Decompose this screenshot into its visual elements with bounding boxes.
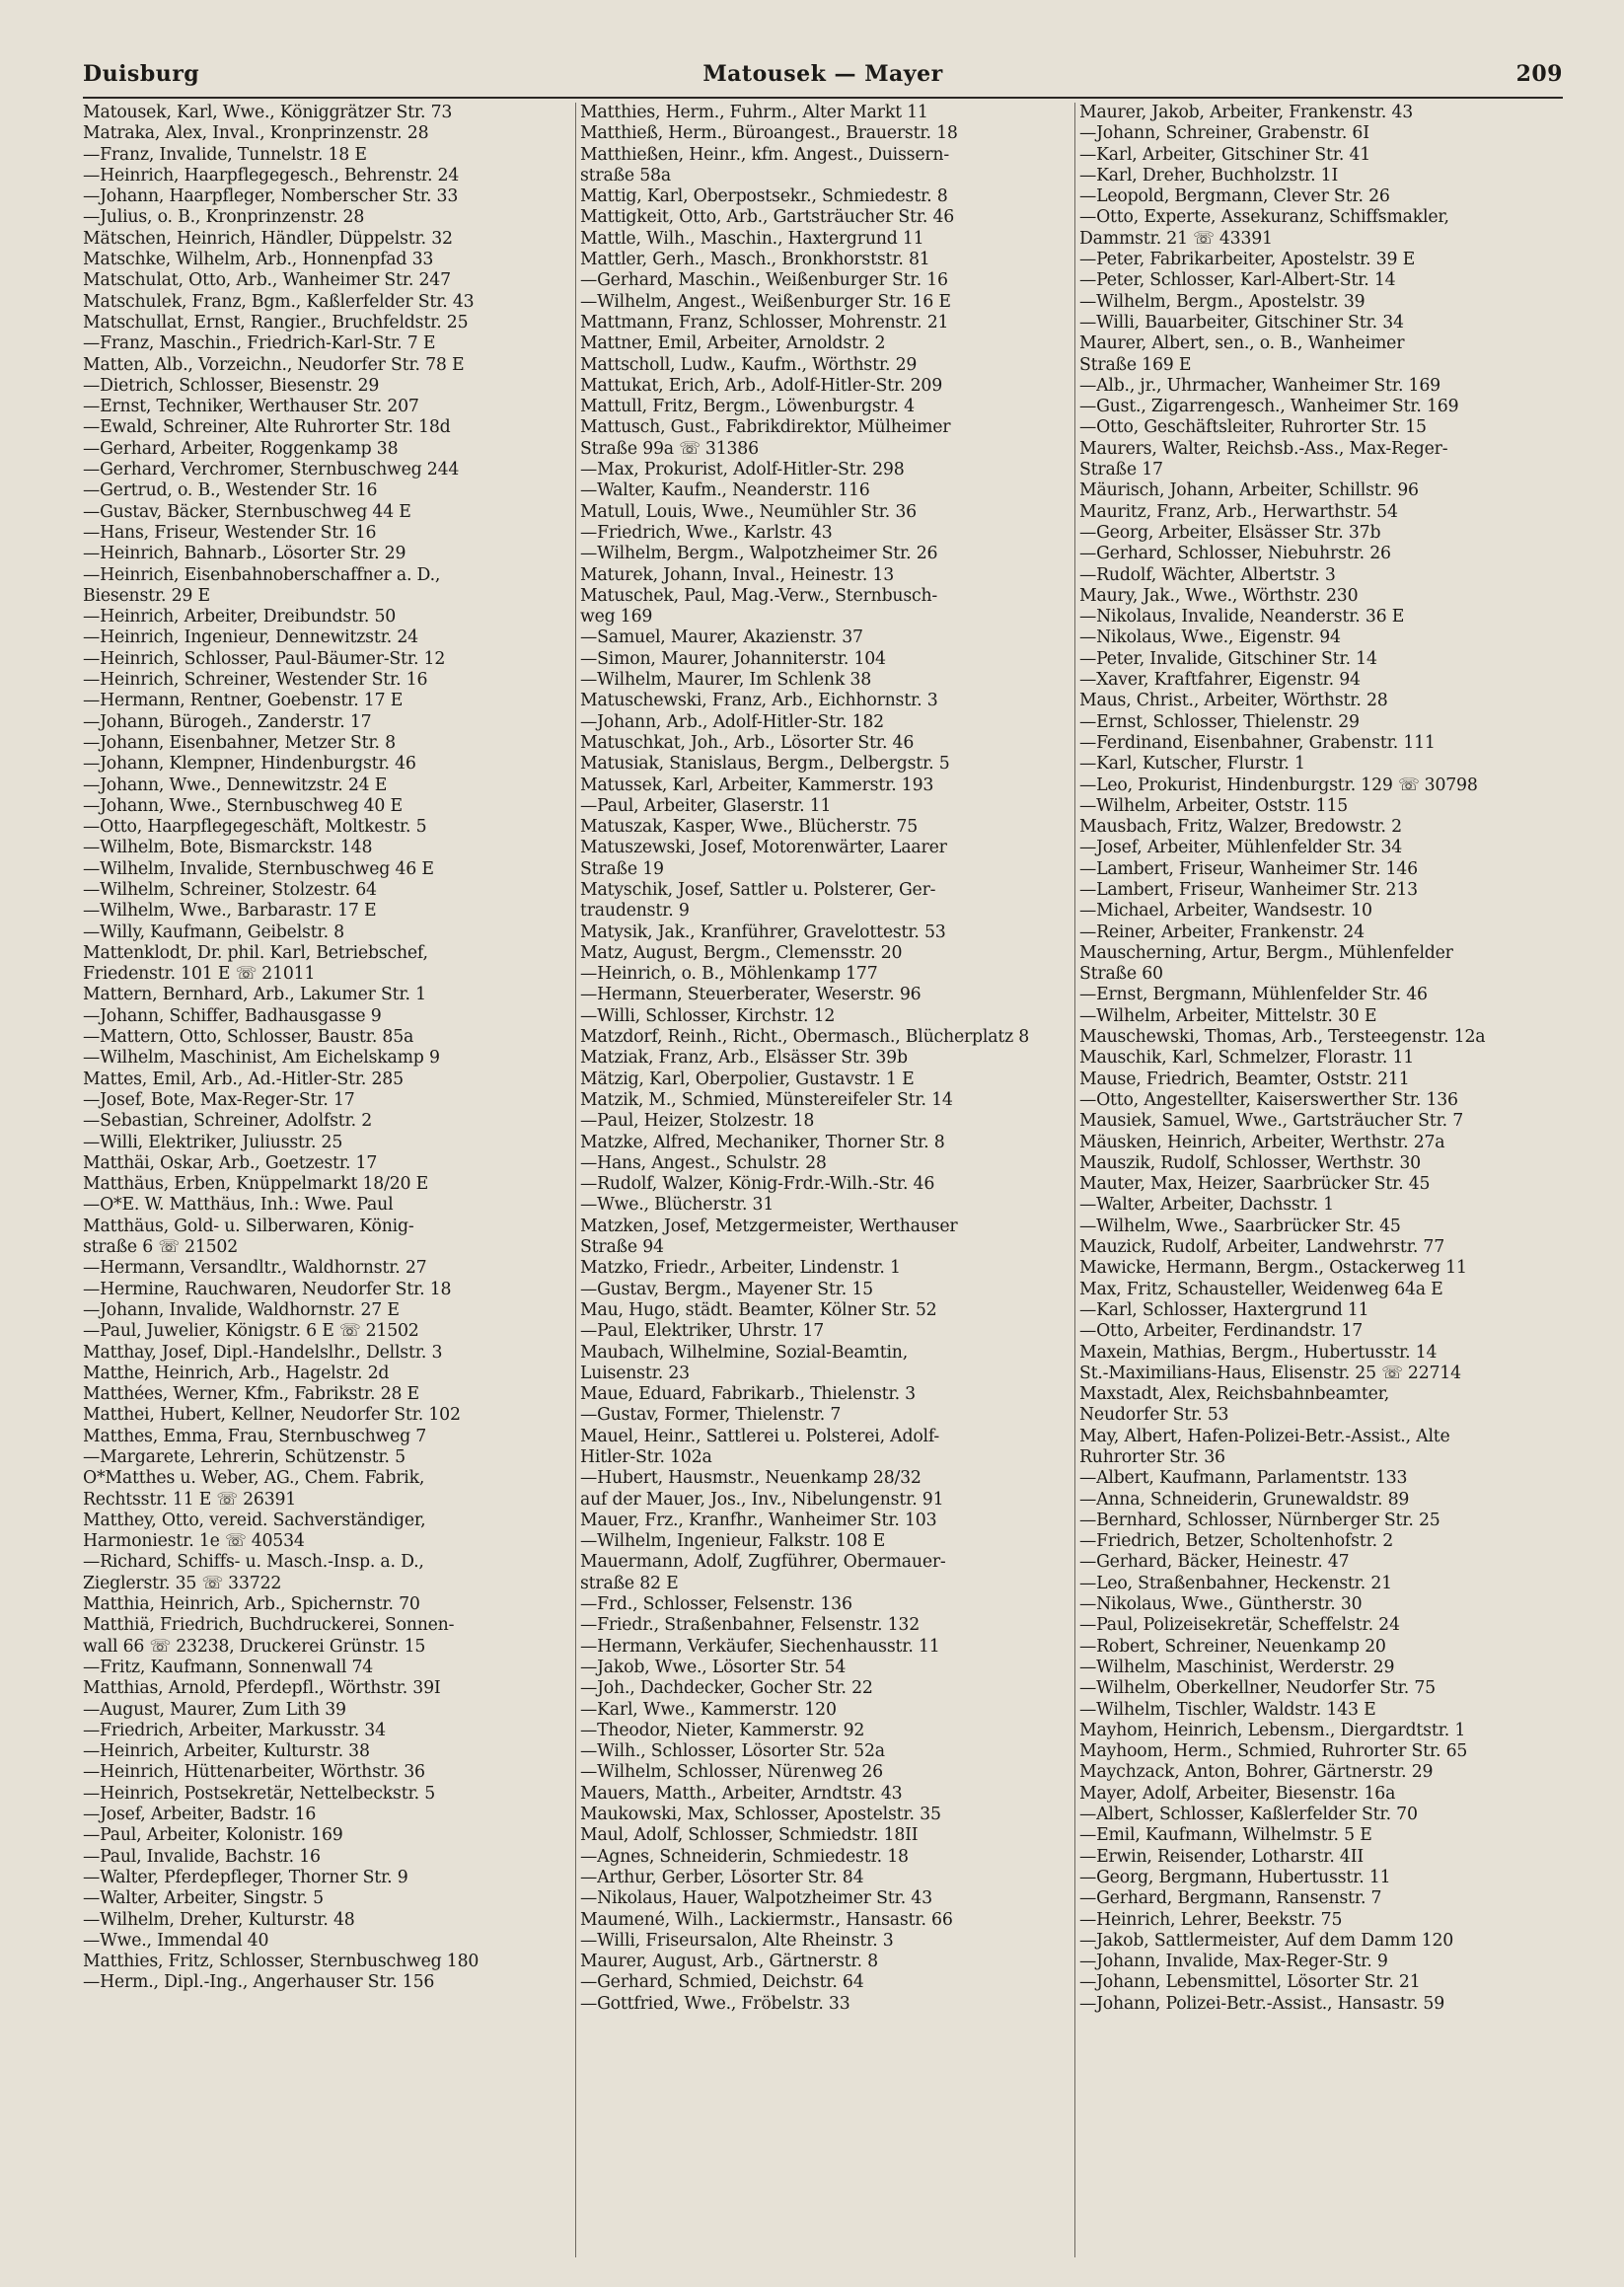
directory-column-3 [1079, 103, 1569, 2263]
directory-entry: —Leopold, Bergmann, Clever Str. 26 [1079, 186, 1390, 207]
directory-entry: straße 6 ☏ 21502 [83, 1237, 239, 1258]
directory-entry: straße 58a [580, 165, 671, 185]
directory-entry: Matthey, Otto, vereid. Sachverständiger, [83, 1510, 426, 1530]
directory-entry: —Ernst, Schlosser, Thielenstr. 29 [1079, 711, 1360, 732]
directory-entry: Matzke, Alfred, Mechaniker, Thorner Str. 8 [580, 1132, 945, 1152]
directory-entry: —Mattern, Otto, Schlosser, Baustr. 85a [83, 1027, 414, 1048]
directory-entry: —Ernst, Bergmann, Mühlenfelder Str. 46 [1079, 985, 1428, 1005]
directory-entry: Matschulat, Otto, Arb., Wanheimer Str. 247 [83, 270, 451, 291]
directory-entry: Neudorfer Str. 53 [1079, 1405, 1229, 1426]
directory-entry: Mattusch, Gust., Fabrikdirektor, Mülheimer [580, 417, 951, 438]
header-city: Duisburg [83, 61, 200, 87]
directory-entry: —Fritz, Kaufmann, Sonnenwall 74 [83, 1657, 374, 1677]
directory-entry: Maumené, Wilh., Lackiermstr., Hansastr. 66 [580, 1909, 953, 1930]
directory-entry: —Friedrich, Betzer, Scholtenhofstr. 2 [1079, 1531, 1394, 1552]
directory-entry: Maurer, Jakob, Arbeiter, Frankenstr. 43 [1079, 103, 1414, 122]
directory-entry: —Johann, Klempner, Hindenburgstr. 46 [83, 754, 416, 775]
directory-entry: —Paul, Arbeiter, Glaserstr. 11 [580, 795, 832, 816]
directory-entry: Mauter, Max, Heizer, Saarbrücker Str. 45 [1079, 1174, 1431, 1195]
directory-entry: St.-Maximilians-Haus, Elisenstr. 25 ☏ 22714 [1079, 1363, 1461, 1383]
directory-entry: Mattenklodt, Dr. phil. Karl, Betriebschef, [83, 942, 428, 963]
directory-entry: traudenstr. 9 [580, 901, 690, 922]
directory-entry: —Paul, Juwelier, Königstr. 6 E ☏ 21502 [83, 1321, 419, 1342]
directory-entry: Matthiä, Friedrich, Buchdruckerei, Sonnen- [83, 1615, 455, 1636]
directory-entry: Straße 169 E [1079, 354, 1192, 375]
directory-entry: —Karl, Schlosser, Haxtergrund 11 [1079, 1299, 1369, 1320]
directory-entry: Ruhrorter Str. 36 [1079, 1447, 1225, 1467]
directory-entry: —Alb., jr., Uhrmacher, Wanheimer Str. 169 [1079, 375, 1440, 396]
directory-entry: weg 169 [580, 607, 653, 627]
directory-entry: —Heinrich, Arbeiter, Kulturstr. 38 [83, 1741, 370, 1762]
column-divider [575, 103, 576, 2257]
directory-entry: —Paul, Polizeisekretär, Scheffelstr. 24 [1079, 1615, 1400, 1636]
directory-entry: Maus, Christ., Arbeiter, Wörthstr. 28 [1079, 691, 1388, 711]
directory-entry: Mauritz, Franz, Arb., Herwarthstr. 54 [1079, 501, 1398, 522]
header-name-range: Matousek — Mayer [702, 61, 943, 87]
directory-entry: —Theodor, Nieter, Kammerstr. 92 [580, 1720, 865, 1740]
directory-entry: —Friedrich, Arbeiter, Markusstr. 34 [83, 1720, 386, 1740]
directory-entry: —Willi, Schlosser, Kirchstr. 12 [580, 1005, 836, 1026]
directory-entry: —Herm., Dipl.-Ing., Angerhauser Str. 156 [83, 1972, 435, 1993]
directory-entry: Straße 60 [1079, 964, 1163, 985]
directory-entry: —Nikolaus, Hauer, Walpotzheimer Str. 43 [580, 1888, 932, 1909]
directory-entry: —Heinrich, Hüttenarbeiter, Wörthstr. 36 [83, 1762, 425, 1783]
directory-entry: —Wwe., Immendal 40 [83, 1930, 269, 1951]
directory-entry: Matz, August, Bergm., Clemensstr. 20 [580, 942, 903, 963]
directory-entry: —Max, Prokurist, Adolf-Hitler-Str. 298 [580, 460, 905, 480]
directory-entry: Mattner, Emil, Arbeiter, Arnoldstr. 2 [580, 333, 886, 354]
directory-entry: —Gerhard, Maschin., Weißenburger Str. 16 [580, 270, 948, 291]
directory-entry: —Heinrich, Haarpflegegesch., Behrenstr. 24 [83, 165, 460, 185]
directory-entry: —Paul, Elektriker, Uhrstr. 17 [580, 1321, 825, 1342]
directory-entry: —Josef, Bote, Max-Reger-Str. 17 [83, 1089, 355, 1110]
directory-column-2 [580, 103, 1070, 2263]
directory-entry: —Hans, Angest., Schulstr. 28 [580, 1152, 827, 1173]
directory-entry: —Wilhelm, Arbeiter, Mittelstr. 30 E [1079, 1005, 1377, 1026]
directory-entry: Matthia, Heinrich, Arb., Spichernstr. 70 [83, 1594, 420, 1615]
directory-entry: —Peter, Fabrikarbeiter, Apostelstr. 39 E [1079, 250, 1415, 270]
directory-entry: auf der Mauer, Jos., Inv., Nibelungenstr. 91 [580, 1489, 944, 1510]
directory-entry: —Reiner, Arbeiter, Frankenstr. 24 [1079, 922, 1365, 942]
directory-entry: Maukowski, Max, Schlosser, Apostelstr. 35 [580, 1805, 941, 1825]
directory-entry: Mauer, Frz., Kranfhr., Wanheimer Str. 103 [580, 1510, 937, 1530]
directory-entry: Matussek, Karl, Arbeiter, Kammerstr. 193 [580, 775, 934, 795]
directory-entry: —Wilhelm, Ingenieur, Falkstr. 108 E [580, 1531, 886, 1552]
directory-entry: Matschulek, Franz, Bgm., Kaßlerfelder Str. 43 [83, 291, 475, 312]
directory-entry: —Gertrud, o. B., Westender Str. 16 [83, 480, 378, 501]
directory-entry: —Frd., Schlosser, Felsenstr. 136 [580, 1594, 852, 1615]
directory-entry: —Heinrich, Schlosser, Paul-Bäumer-Str. 12 [83, 648, 446, 669]
directory-entry: Mattler, Gerh., Masch., Bronkhorststr. 81 [580, 250, 930, 270]
directory-entry: Straße 94 [580, 1237, 664, 1258]
directory-entry: —Friedrich, Wwe., Karlstr. 43 [580, 522, 833, 543]
directory-entry: —Karl, Kutscher, Flurstr. 1 [1079, 754, 1305, 775]
directory-entry: Matuschkat, Joh., Arb., Lösorter Str. 46 [580, 732, 915, 753]
directory-entry: —Johann, Invalide, Waldhornstr. 27 E [83, 1299, 400, 1320]
directory-entry: Matousek, Karl, Wwe., Königgrätzer Str. 73 [83, 103, 453, 122]
directory-entry: Maue, Eduard, Fabrikarb., Thielenstr. 3 [580, 1384, 916, 1405]
directory-entry: Mattmann, Franz, Schlosser, Mohrenstr. 21 [580, 312, 949, 332]
directory-entry: —Lambert, Friseur, Wanheimer Str. 146 [1079, 858, 1418, 879]
directory-entry: —Karl, Arbeiter, Gitschiner Str. 41 [1079, 144, 1371, 165]
directory-entry: —Nikolaus, Wwe., Güntherstr. 30 [1079, 1594, 1363, 1615]
directory-entry: Mau, Hugo, städt. Beamter, Kölner Str. 52 [580, 1299, 937, 1320]
directory-entry: —Otto, Angestellter, Kaiserswerther Str. 136 [1079, 1089, 1458, 1110]
directory-entry: —Walter, Kaufm., Neanderstr. 116 [580, 480, 870, 501]
directory-entry: Mattscholl, Ludw., Kaufm., Wörthstr. 29 [580, 354, 918, 375]
directory-entry: —O*E. W. Matthäus, Inh.: Wwe. Paul [83, 1195, 394, 1216]
directory-entry: —Hermann, Verkäufer, Siechenhausstr. 11 [580, 1636, 940, 1657]
directory-entry: Matusiak, Stanislaus, Bergm., Delbergstr. 5 [580, 754, 950, 775]
directory-entry: —Heinrich, o. B., Möhlenkamp 177 [580, 964, 878, 985]
directory-entry: —Leo, Straßenbahner, Heckenstr. 21 [1079, 1573, 1392, 1593]
directory-entry: —Margarete, Lehrerin, Schützenstr. 5 [83, 1447, 406, 1467]
directory-entry: —August, Maurer, Zum Lith 39 [83, 1699, 346, 1720]
directory-entry: Matschke, Wilhelm, Arb., Honnenpfad 33 [83, 250, 434, 270]
directory-entry: Mäusken, Heinrich, Arbeiter, Werthstr. 27a [1079, 1132, 1445, 1152]
directory-entry: —Willi, Elektriker, Juliusstr. 25 [83, 1132, 343, 1152]
directory-entry: Matuschewski, Franz, Arb., Eichhornstr. 3 [580, 691, 938, 711]
directory-entry: —Johann, Haarpfleger, Nomberscher Str. 33 [83, 186, 459, 207]
directory-entry: —Rudolf, Wächter, Albertstr. 3 [1079, 564, 1336, 585]
directory-entry: Mattes, Emil, Arb., Ad.-Hitler-Str. 285 [83, 1069, 404, 1089]
directory-entry: —Heinrich, Postsekretär, Nettelbeckstr. 5 [83, 1783, 435, 1804]
directory-entry: Mauel, Heinr., Sattlerei u. Polsterei, Adolf- [580, 1426, 940, 1446]
directory-entry: —Samuel, Maurer, Akazienstr. 37 [580, 627, 863, 648]
directory-entry: Matthei, Hubert, Kellner, Neudorfer Str. 102 [83, 1405, 461, 1426]
directory-entry: —Johann, Lebensmittel, Lösorter Str. 21 [1079, 1972, 1421, 1993]
directory-entry: —Johann, Wwe., Dennewitzstr. 24 E [83, 775, 388, 795]
directory-entry: —Paul, Heizer, Stolzestr. 18 [580, 1111, 815, 1132]
directory-entry: —Josef, Arbeiter, Mühlenfelder Str. 34 [1079, 838, 1403, 858]
directory-entry: —Lambert, Friseur, Wanheimer Str. 213 [1079, 879, 1418, 900]
directory-entry: —Paul, Arbeiter, Kolonistr. 169 [83, 1825, 343, 1846]
directory-entry: —Agnes, Schneiderin, Schmiedestr. 18 [580, 1846, 909, 1867]
directory-entry: Matten, Alb., Vorzeichn., Neudorfer Str. 78 E [83, 354, 465, 375]
directory-entry: Mauzick, Rudolf, Arbeiter, Landwehrstr. 77 [1079, 1237, 1445, 1258]
directory-entry: Mäurisch, Johann, Arbeiter, Schillstr. 96 [1079, 480, 1419, 501]
directory-entry: —Xaver, Kraftfahrer, Eigenstr. 94 [1079, 670, 1361, 691]
directory-entry: Straße 17 [1079, 460, 1163, 480]
directory-entry: —Wilhelm, Maurer, Im Schlenk 38 [580, 670, 872, 691]
directory-entry: —Willi, Bauarbeiter, Gitschiner Str. 34 [1079, 312, 1404, 332]
directory-entry: Maurer, August, Arb., Gärtnerstr. 8 [580, 1952, 878, 1972]
directory-entry: Matraka, Alex, Inval., Kronprinzenstr. 28 [83, 123, 429, 144]
directory-entry: —Wilhelm, Schlosser, Nürenweg 26 [580, 1762, 883, 1783]
directory-entry: Matzken, Josef, Metzgermeister, Werthauser [580, 1216, 958, 1236]
directory-entry: —Jakob, Sattlermeister, Auf dem Damm 120 [1079, 1930, 1454, 1951]
directory-entry: —Nikolaus, Wwe., Eigenstr. 94 [1079, 627, 1341, 648]
directory-entry: —Walter, Arbeiter, Singstr. 5 [83, 1888, 324, 1909]
directory-entry: —Heinrich, Ingenieur, Dennewitzstr. 24 [83, 627, 418, 648]
directory-entry: —Rudolf, Walzer, König-Frdr.-Wilh.-Str. 46 [580, 1174, 935, 1195]
directory-entry: Maury, Jak., Wwe., Wörthstr. 230 [1079, 585, 1359, 606]
directory-entry: Matzko, Friedr., Arbeiter, Lindenstr. 1 [580, 1258, 901, 1279]
directory-entry: —Johann, Schreiner, Grabenstr. 6I [1079, 123, 1369, 144]
directory-entry: —Ewald, Schreiner, Alte Ruhrorter Str. 18d [83, 417, 451, 438]
directory-entry: —Wilhelm, Tischler, Waldstr. 143 E [1079, 1699, 1376, 1720]
directory-entry: —Hans, Friseur, Westender Str. 16 [83, 522, 377, 543]
directory-entry: Matthäi, Oskar, Arb., Goetzestr. 17 [83, 1152, 378, 1173]
directory-entry: Mätzig, Karl, Oberpolier, Gustavstr. 1 E [580, 1069, 915, 1089]
directory-entry: —Dietrich, Schlosser, Biesenstr. 29 [83, 375, 380, 396]
directory-entry: Mattle, Wilh., Maschin., Haxtergrund 11 [580, 228, 924, 249]
directory-entry: Matuszak, Kasper, Wwe., Blücherstr. 75 [580, 817, 918, 838]
directory-entry: Hitler-Str. 102a [580, 1447, 712, 1467]
directory-entry: Mattern, Bernhard, Arb., Lakumer Str. 1 [83, 985, 426, 1005]
directory-entry: —Gust., Zigarrengesch., Wanheimer Str. 169 [1079, 397, 1459, 417]
directory-entry: —Hermann, Steuerberater, Weserstr. 96 [580, 985, 922, 1005]
page-number: 209 [1515, 61, 1563, 87]
directory-entry: —Ferdinand, Eisenbahner, Grabenstr. 111 [1079, 732, 1436, 753]
directory-entry: —Gustav, Bäcker, Sternbuschweg 44 E [83, 501, 411, 522]
directory-entry: Matysik, Jak., Kranführer, Gravelottestr. 53 [580, 922, 946, 942]
directory-entry: —Heinrich, Lehrer, Beekstr. 75 [1079, 1909, 1343, 1930]
directory-entry: Mauschik, Karl, Schmelzer, Florastr. 11 [1079, 1048, 1415, 1069]
directory-entry: Rechtsstr. 11 E ☏ 26391 [83, 1489, 297, 1510]
directory-entry: —Johann, Schiffer, Badhausgasse 9 [83, 1005, 382, 1026]
directory-entry: —Wilhelm, Maschinist, Am Eichelskamp 9 [83, 1048, 440, 1069]
directory-entry: —Hermann, Versandltr., Waldhornstr. 27 [83, 1258, 427, 1279]
directory-entry: —Wilhelm, Maschinist, Werderstr. 29 [1079, 1657, 1395, 1677]
directory-entry: —Johann, Eisenbahner, Metzer Str. 8 [83, 732, 396, 753]
directory-entry: —Wilhelm, Bergm., Apostelstr. 39 [1079, 291, 1366, 312]
directory-entry: —Wilhelm, Arbeiter, Oststr. 115 [1079, 795, 1349, 816]
directory-entry: May, Albert, Hafen-Polizei-Betr.-Assist., Alte [1079, 1426, 1450, 1446]
directory-entry: Matzik, M., Schmied, Münstereifeler Str. 14 [580, 1089, 953, 1110]
directory-entry: —Wilhelm, Bote, Bismarckstr. 148 [83, 838, 373, 858]
directory-entry: —Walter, Pferdepfleger, Thorner Str. 9 [83, 1867, 408, 1887]
directory-column-1 [83, 103, 572, 2263]
directory-entry: —Gottfried, Wwe., Fröbelstr. 33 [580, 1993, 850, 2014]
directory-entry: —Richard, Schiffs- u. Masch.-Insp. a. D., [83, 1552, 424, 1573]
directory-entry: Matthäus, Gold- u. Silberwaren, König- [83, 1216, 414, 1236]
directory-entry: —Ernst, Techniker, Werthauser Str. 207 [83, 397, 419, 417]
directory-entry: —Karl, Wwe., Kammerstr. 120 [580, 1699, 837, 1720]
directory-entry: Mayhoom, Herm., Schmied, Ruhrorter Str. 65 [1079, 1741, 1468, 1762]
directory-entry: —Georg, Bergmann, Hubertusstr. 11 [1079, 1867, 1391, 1887]
directory-entry: Matthe, Heinrich, Arb., Hagelstr. 2d [83, 1363, 390, 1383]
directory-entry: Maxein, Mathias, Bergm., Hubertusstr. 14 [1079, 1342, 1438, 1363]
directory-entry: —Gustav, Bergm., Mayener Str. 15 [580, 1279, 873, 1299]
directory-entry: —Gerhard, Bäcker, Heinestr. 47 [1079, 1552, 1350, 1573]
directory-entry: —Heinrich, Schreiner, Westender Str. 16 [83, 670, 428, 691]
directory-entry: —Hubert, Hausmstr., Neuenkamp 28/32 [580, 1468, 922, 1489]
directory-entry: Matuszewski, Josef, Motorenwärter, Laarer [580, 838, 947, 858]
directory-entry: Dammstr. 21 ☏ 43391 [1079, 228, 1273, 249]
directory-entry: —Wwe., Blücherstr. 31 [580, 1195, 775, 1216]
directory-entry: wall 66 ☏ 23238, Druckerei Grünstr. 15 [83, 1636, 426, 1657]
directory-entry: —Julius, o. B., Kronprinzenstr. 28 [83, 207, 365, 228]
directory-entry: Mawicke, Hermann, Bergm., Ostackerweg 11 [1079, 1258, 1467, 1279]
directory-entry: —Albert, Schlosser, Kaßlerfelder Str. 70 [1079, 1805, 1418, 1825]
directory-entry: —Hermine, Rauchwaren, Neudorfer Str. 18 [83, 1279, 452, 1299]
directory-entry: —Simon, Maurer, Johanniterstr. 104 [580, 648, 886, 669]
directory-entry: Matthießen, Heinr., kfm. Angest., Duissern- [580, 144, 949, 165]
directory-entry: —Franz, Invalide, Tunnelstr. 18 E [83, 144, 367, 165]
directory-entry: Mause, Friedrich, Beamter, Oststr. 211 [1079, 1069, 1410, 1089]
directory-entry: —Nikolaus, Invalide, Neanderstr. 36 E [1079, 607, 1405, 627]
directory-entry: —Gerhard, Verchromer, Sternbuschweg 244 [83, 460, 460, 480]
directory-entry: Mauszik, Rudolf, Schlosser, Werthstr. 30 [1079, 1152, 1421, 1173]
directory-entry: Luisenstr. 23 [580, 1363, 690, 1383]
directory-entry: —Anna, Schneiderin, Grunewaldstr. 89 [1079, 1489, 1410, 1510]
directory-entry: —Emil, Kaufmann, Wilhelmstr. 5 E [1079, 1825, 1372, 1846]
directory-entry: Mauschewski, Thomas, Arb., Tersteegenstr. 12a [1079, 1027, 1486, 1048]
directory-entry: Matthias, Arnold, Pferdepfl., Wörthstr. 39I [83, 1678, 441, 1699]
directory-entry: —Walter, Arbeiter, Dachsstr. 1 [1079, 1195, 1334, 1216]
directory-entry: —Heinrich, Arbeiter, Dreibundstr. 50 [83, 607, 397, 627]
directory-entry: —Erwin, Reisender, Lotharstr. 4II [1079, 1846, 1364, 1867]
directory-entry: Harmoniestr. 1e ☏ 40534 [83, 1531, 305, 1552]
directory-entry: —Wilhelm, Invalide, Sternbuschweg 46 E [83, 858, 434, 879]
directory-entry: —Michael, Arbeiter, Wandsestr. 10 [1079, 901, 1372, 922]
directory-entry: Matthées, Werner, Kfm., Fabrikstr. 28 E [83, 1384, 419, 1405]
directory-entry: Maturek, Johann, Inval., Heinestr. 13 [580, 564, 894, 585]
directory-entry: —Georg, Arbeiter, Elsässer Str. 37b [1079, 522, 1381, 543]
page-header [83, 61, 1563, 101]
directory-entry: —Peter, Schlosser, Karl-Albert-Str. 14 [1079, 270, 1396, 291]
directory-entry: O*Matthes u. Weber, AG., Chem. Fabrik, [83, 1468, 425, 1489]
directory-entry: —Wilhelm, Oberkellner, Neudorfer Str. 75 [1079, 1678, 1436, 1699]
directory-entry: Matthies, Fritz, Schlosser, Sternbuschweg 180 [83, 1952, 480, 1972]
directory-entry: Matull, Louis, Wwe., Neumühler Str. 36 [580, 501, 917, 522]
directory-entry: —Otto, Arbeiter, Ferdinandstr. 17 [1079, 1321, 1364, 1342]
directory-entry: Maurers, Walter, Reichsb.-Ass., Max-Reger- [1079, 438, 1448, 459]
directory-entry: Mayhom, Heinrich, Lebensm., Diergardtstr. 1 [1079, 1720, 1466, 1740]
directory-entry: Maul, Adolf, Schlosser, Schmiedstr. 18II [580, 1825, 919, 1846]
directory-entry: —Johann, Arb., Adolf-Hitler-Str. 182 [580, 711, 884, 732]
directory-entry: —Hermann, Rentner, Goebenstr. 17 E [83, 691, 404, 711]
directory-entry: —Arthur, Gerber, Lösorter Str. 84 [580, 1867, 864, 1887]
directory-entry: Maurer, Albert, sen., o. B., Wanheimer [1079, 333, 1405, 354]
directory-entry: Straße 19 [580, 858, 664, 879]
directory-entry: —Wilhelm, Dreher, Kulturstr. 48 [83, 1909, 355, 1930]
directory-entry: —Wilhelm, Wwe., Saarbrücker Str. 45 [1079, 1216, 1401, 1236]
directory-entry: —Otto, Haarpflegegeschäft, Moltkestr. 5 [83, 817, 427, 838]
directory-entry: Matzdorf, Reinh., Richt., Obermasch., Blücherplatz 8 [580, 1027, 1030, 1048]
directory-entry: —Heinrich, Eisenbahnoberschaffner a. D., [83, 564, 441, 585]
directory-entry: —Friedr., Straßenbahner, Felsenstr. 132 [580, 1615, 921, 1636]
directory-entry: Max, Fritz, Schausteller, Weidenweg 64a E [1079, 1279, 1443, 1299]
directory-entry: —Gerhard, Arbeiter, Roggenkamp 38 [83, 438, 399, 459]
directory-entry: Matthäus, Erben, Knüppelmarkt 18/20 E [83, 1174, 429, 1195]
directory-entry: Friedenstr. 101 E ☏ 21011 [83, 964, 316, 985]
directory-entry: Matyschik, Josef, Sattler u. Polsterer, Ger- [580, 879, 936, 900]
directory-entry: —Gerhard, Schmied, Deichstr. 64 [580, 1972, 864, 1993]
directory-entry: Matthieß, Herm., Büroangest., Brauerstr. 18 [580, 123, 958, 144]
directory-entry: Mauers, Matth., Arbeiter, Arndtstr. 43 [580, 1783, 903, 1804]
directory-entry: —Gustav, Former, Thielenstr. 7 [580, 1405, 842, 1426]
directory-entry: —Jakob, Wwe., Lösorter Str. 54 [580, 1657, 847, 1677]
directory-entry: Biesenstr. 29 E [83, 585, 210, 606]
directory-entry: —Wilh., Schlosser, Lösorter Str. 52a [580, 1741, 885, 1762]
directory-entry: Matthay, Josef, Dipl.-Handelslhr., Dellstr. 3 [83, 1342, 443, 1363]
directory-entry: —Johann, Polizei-Betr.-Assist., Hansastr. 59 [1079, 1993, 1445, 2014]
directory-entry: —Johann, Invalide, Max-Reger-Str. 9 [1079, 1952, 1388, 1972]
directory-entry: Mattigkeit, Otto, Arb., Gartsträucher Str. 46 [580, 207, 955, 228]
directory-entry: —Willi, Friseursalon, Alte Rheinstr. 3 [580, 1930, 894, 1951]
directory-entry: Mausbach, Fritz, Walzer, Bredowstr. 2 [1079, 817, 1402, 838]
directory-entry: —Josef, Arbeiter, Badstr. 16 [83, 1805, 317, 1825]
directory-entry: —Wilhelm, Wwe., Barbarastr. 17 E [83, 901, 377, 922]
directory-entry: —Johann, Bürogeh., Zanderstr. 17 [83, 711, 372, 732]
directory-entry: —Wilhelm, Schreiner, Stolzestr. 64 [83, 879, 377, 900]
directory-entry: Straße 99a ☏ 31386 [580, 438, 759, 459]
directory-entry: Matuschek, Paul, Mag.-Verw., Sternbusch- [580, 585, 938, 606]
directory-entry: —Joh., Dachdecker, Gocher Str. 22 [580, 1678, 873, 1699]
directory-entry: —Gerhard, Bergmann, Ransenstr. 7 [1079, 1888, 1382, 1909]
directory-entry: —Otto, Geschäftsleiter, Ruhrorter Str. 15 [1079, 417, 1427, 438]
directory-entry: —Otto, Experte, Assekuranz, Schiffsmakler, [1079, 207, 1449, 228]
directory-entry: —Wilhelm, Angest., Weißenburger Str. 16 E [580, 291, 951, 312]
directory-entry: Mausiek, Samuel, Wwe., Gartsträucher Str. 7 [1079, 1111, 1464, 1132]
directory-entry: Mauscherning, Artur, Bergm., Mühlenfelder [1079, 942, 1453, 963]
directory-entry: —Albert, Kaufmann, Parlamentstr. 133 [1079, 1468, 1408, 1489]
directory-entry: —Johann, Wwe., Sternbuschweg 40 E [83, 795, 403, 816]
directory-entry: —Peter, Invalide, Gitschiner Str. 14 [1079, 648, 1377, 669]
directory-entry: Mayer, Adolf, Arbeiter, Biesenstr. 16a [1079, 1783, 1396, 1804]
directory-entry: —Paul, Invalide, Bachstr. 16 [83, 1846, 321, 1867]
directory-entry: Mattull, Fritz, Bergm., Löwenburgstr. 4 [580, 397, 915, 417]
directory-entry: Mätschen, Heinrich, Händler, Düppelstr. 32 [83, 228, 453, 249]
directory-entry: —Willy, Kaufmann, Geibelstr. 8 [83, 922, 344, 942]
directory-entry: Zieglerstr. 35 ☏ 33722 [83, 1573, 282, 1593]
directory-entry: Maxstadt, Alex, Reichsbahnbeamter, [1079, 1384, 1390, 1405]
directory-entry: —Leo, Prokurist, Hindenburgstr. 129 ☏ 30798 [1079, 775, 1478, 795]
directory-entry: —Sebastian, Schreiner, Adolfstr. 2 [83, 1111, 373, 1132]
directory-entry: Matziak, Franz, Arb., Elsässer Str. 39b [580, 1048, 908, 1069]
directory-entry: straße 82 E [580, 1573, 679, 1593]
directory-entry: —Karl, Dreher, Buchholzstr. 1I [1079, 165, 1339, 185]
directory-entry: —Bernhard, Schlosser, Nürnberger Str. 25 [1079, 1510, 1440, 1530]
directory-entry: —Gerhard, Schlosser, Niebuhrstr. 26 [1079, 544, 1391, 564]
directory-entry: Mattukat, Erich, Arb., Adolf-Hitler-Str. 209 [580, 375, 943, 396]
directory-entry: Matthies, Herm., Fuhrm., Alter Markt 11 [580, 103, 928, 122]
directory-entry: Matschullat, Ernst, Rangier., Bruchfeldstr. 25 [83, 312, 469, 332]
directory-entry: Mattig, Karl, Oberpostsekr., Schmiedestr. 8 [580, 186, 948, 207]
column-divider [1074, 103, 1075, 2257]
directory-entry: Mauermann, Adolf, Zugführer, Obermauer- [580, 1552, 946, 1573]
directory-entry: Matthes, Emma, Frau, Sternbuschweg 7 [83, 1426, 427, 1446]
directory-entry: Maubach, Wilhelmine, Sozial-Beamtin, [580, 1342, 908, 1363]
directory-entry: Maychzack, Anton, Bohrer, Gärtnerstr. 29 [1079, 1762, 1434, 1783]
directory-entry: —Wilhelm, Bergm., Walpotzheimer Str. 26 [580, 544, 938, 564]
directory-entry: —Heinrich, Bahnarb., Lösorter Str. 29 [83, 544, 406, 564]
directory-entry: —Franz, Maschin., Friedrich-Karl-Str. 7 E [83, 333, 436, 354]
header-rule [83, 97, 1563, 99]
directory-entry: —Robert, Schreiner, Neuenkamp 20 [1079, 1636, 1386, 1657]
